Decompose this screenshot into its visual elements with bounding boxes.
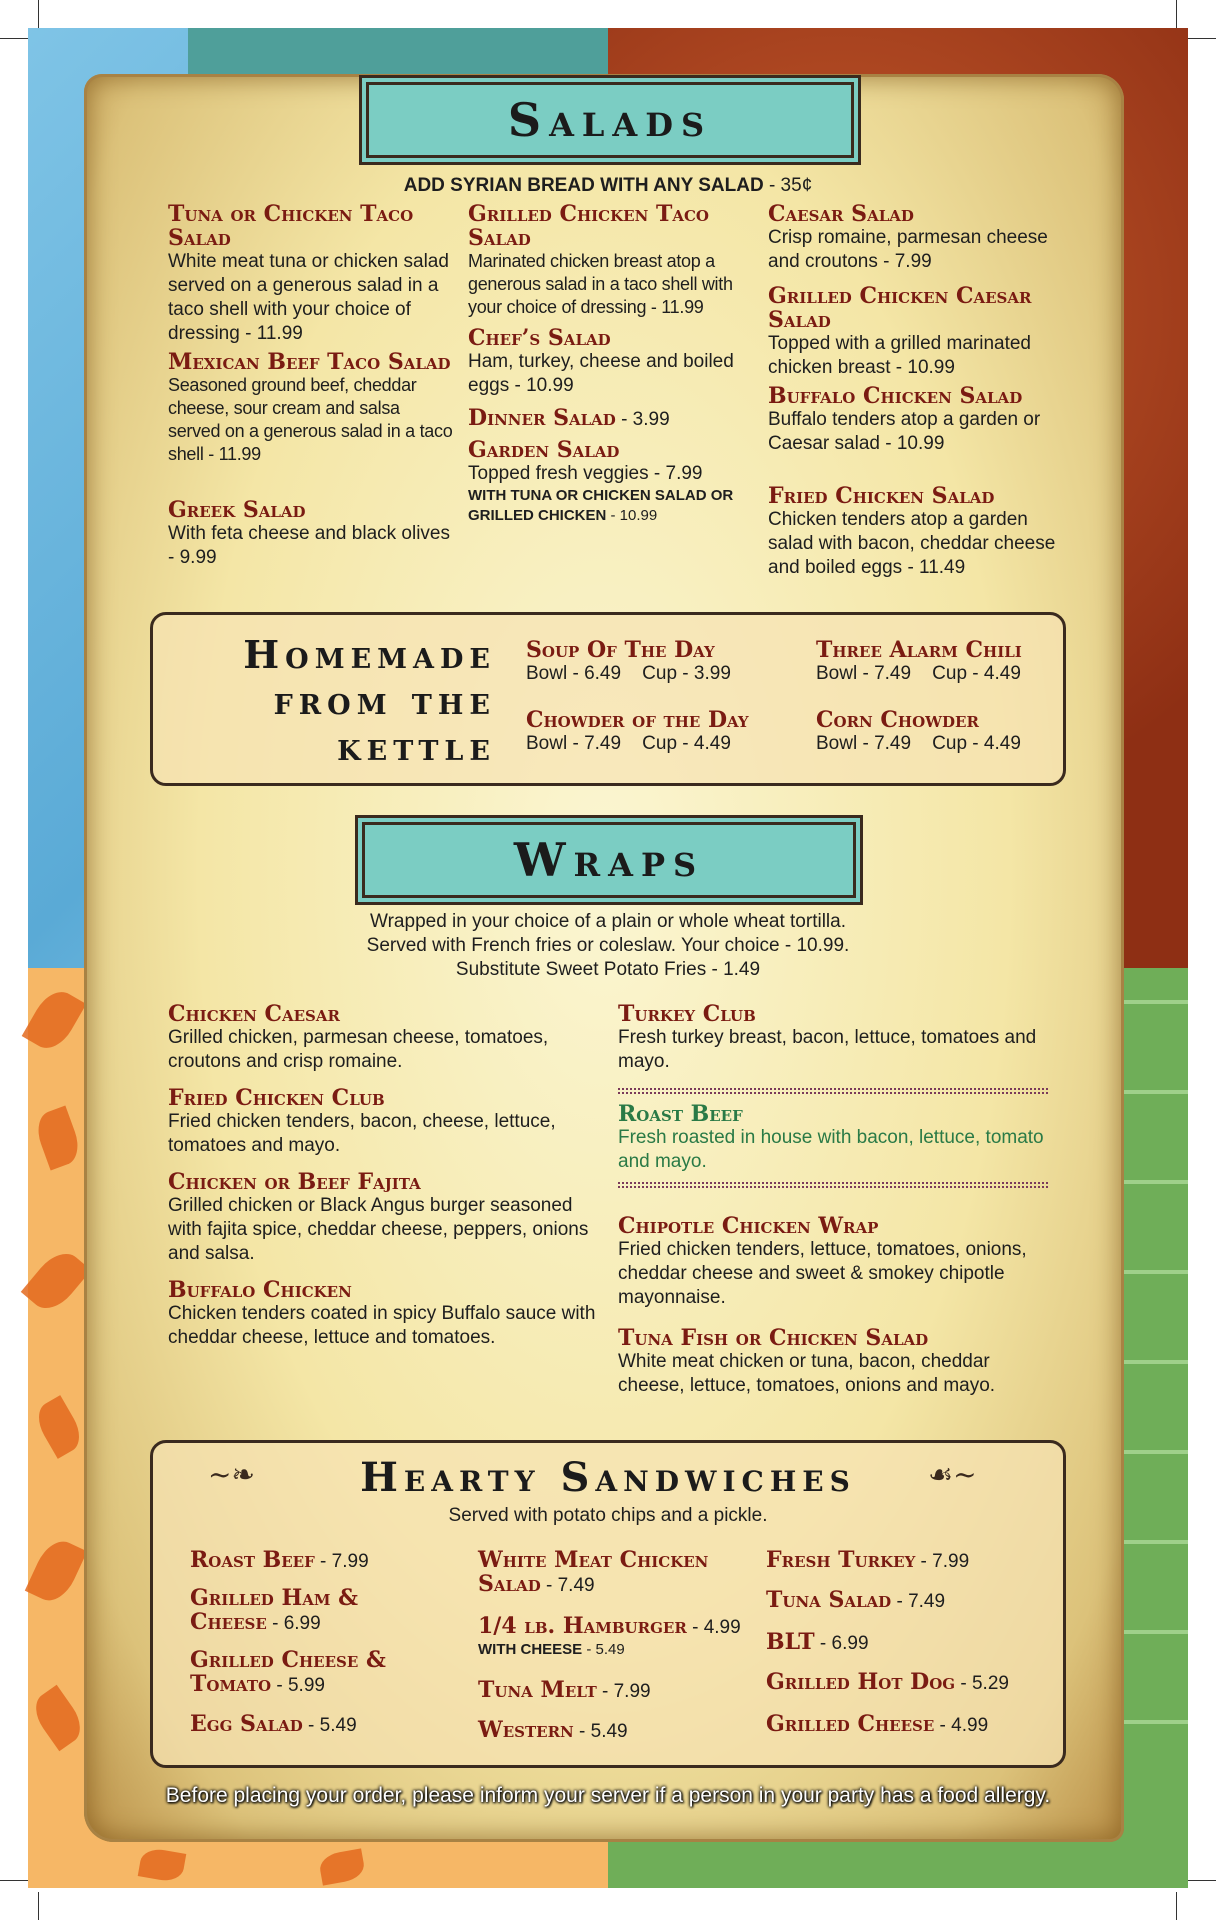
kettle-item — [526, 638, 786, 686]
dotted-divider — [618, 1092, 1048, 1094]
wraps-intro-line: Substitute Sweet Potato Fries - 1.49 — [455, 959, 761, 980]
crop-mark — [0, 1880, 28, 1881]
sandwich-name: Grilled Cheese & Tomato — [190, 1647, 386, 1697]
wrap-desc: Fried chicken tenders, lettuce, tomatoes, onions, cheddar cheese and sweet & smokey chipotle mayonnaise. — [618, 1239, 1027, 1308]
sandwich-line — [766, 1588, 1046, 1614]
wrap-desc: Fried chicken tenders, bacon, cheese, lettuce, tomatoes and mayo. — [168, 1111, 556, 1156]
salad-item — [468, 438, 753, 526]
salad-name: Garden Salad — [468, 437, 620, 463]
wrap-item — [618, 1002, 1048, 1074]
salad-item — [768, 284, 1058, 380]
wrap-desc: Grilled chicken or Black Angus burger seasoned with fajita spice, cheddar cheese, peppers, onions and salsa. — [168, 1195, 589, 1264]
green-stripe — [1120, 1720, 1188, 1724]
cup-price: Cup - 4.49 — [642, 733, 731, 754]
sandwich-line — [478, 1678, 748, 1704]
sandwich-price: - 5.49 — [302, 1715, 357, 1736]
sandwich-item — [766, 1548, 1046, 1574]
dotted-divider — [618, 1182, 1048, 1184]
sandwich-item — [190, 1712, 460, 1738]
green-stripe — [1120, 1090, 1188, 1094]
salad-extra-price: - 10.99 — [606, 507, 658, 524]
salad-extra-text: WITH TUNA OR CHICKEN SALAD OR GRILLED CHICKEN — [468, 487, 734, 524]
salad-desc: White meat tuna or chicken salad served on a generous salad in a taco shell with your choice of dressing - 11.99 — [168, 251, 449, 344]
sandwich-price: - 4.99 — [686, 1617, 741, 1638]
wrap-name: Fried Chicken Club — [168, 1085, 385, 1111]
sandwich-line — [478, 1548, 738, 1598]
kettle-item-name: Corn Chowder — [816, 707, 979, 733]
kettle-title — [176, 632, 496, 770]
kettle-item-prices — [526, 732, 786, 756]
sandwich-price: - 5.29 — [955, 1673, 1009, 1694]
kettle-item — [816, 638, 1056, 686]
salad-name: Grilled Chicken Caesar Salad — [768, 283, 1032, 333]
salad-name: Greek Salad — [168, 497, 306, 523]
salad-desc: Ham, turkey, cheese and boiled eggs - 10.99 — [468, 351, 734, 396]
salad-name: Fried Chicken Salad — [768, 483, 995, 509]
kettle-item-name: Soup Of The Day — [526, 637, 715, 663]
kettle-item-name: Chowder of the Day — [526, 707, 749, 733]
sandwich-item — [190, 1548, 460, 1574]
kettle-item-name: Three Alarm Chili — [816, 637, 1022, 663]
wrap-item — [168, 1086, 598, 1158]
sandwich-name: Grilled Cheese — [766, 1711, 935, 1737]
sandwich-line — [766, 1548, 1046, 1574]
wrap-name: Chicken Caesar — [168, 1001, 340, 1027]
sandwich-price: - 7.49 — [540, 1575, 595, 1596]
salad-name: Mexican Beef Taco Salad — [168, 349, 451, 375]
wrap-item — [168, 1002, 598, 1074]
sandwiches-subtitle: Served with potato chips and a pickle. — [448, 1505, 768, 1526]
sandwich-item — [766, 1670, 1056, 1696]
sandwich-price: - 5.99 — [271, 1675, 325, 1696]
wrap-name: Turkey Club — [618, 1001, 756, 1027]
sandwich-line — [190, 1586, 390, 1636]
sandwich-line — [478, 1718, 748, 1744]
salad-item — [168, 202, 453, 346]
sandwich-name: Roast Beef — [190, 1547, 315, 1573]
sandwich-extra-price: - 5.49 — [582, 1641, 625, 1658]
sandwich-item — [478, 1678, 748, 1704]
flourish-right-icon: ☙~ — [928, 1458, 977, 1491]
salad-item — [768, 202, 1058, 274]
sandwich-name: BLT — [766, 1629, 815, 1655]
cup-price: Cup - 4.49 — [932, 733, 1021, 754]
green-stripe — [1120, 1000, 1188, 1004]
salad-desc: Marinated chicken breast atop a generous salad in a taco shell with your choice of dressing - 11.99 — [468, 251, 733, 317]
sandwich-line — [766, 1712, 1056, 1738]
salad-desc: Topped fresh veggies - 7.99 — [468, 463, 703, 484]
wrap-desc: White meat chicken or tuna, bacon, cheddar cheese, lettuce, tomatoes, onions and mayo. — [618, 1351, 996, 1396]
salad-extra — [468, 486, 753, 526]
sandwich-price: - 6.99 — [266, 1613, 321, 1634]
wrap-item-featured — [618, 1102, 1048, 1174]
bowl-price: Bowl - 7.49 — [816, 663, 912, 684]
sandwich-line — [190, 1548, 460, 1574]
salad-desc: Seasoned ground beef, cheddar cheese, sour cream and salsa served on a generous salad in a taco shell - 11.99 — [168, 375, 453, 464]
kettle-item — [526, 708, 786, 756]
green-stripe — [1120, 1540, 1188, 1544]
sandwich-price: - 7.99 — [596, 1681, 651, 1702]
crop-mark — [38, 0, 39, 28]
crop-mark — [0, 38, 28, 39]
sandwich-line — [766, 1670, 1056, 1696]
sandwich-item — [478, 1718, 748, 1744]
sandwich-item — [190, 1586, 390, 1636]
crop-mark — [1188, 1880, 1216, 1881]
wrap-item — [618, 1214, 1048, 1310]
flourish-left-icon: ~❧ — [208, 1458, 255, 1491]
cup-price: Cup - 3.99 — [642, 663, 731, 684]
wrap-desc: Chicken tenders coated in spicy Buffalo sauce with cheddar cheese, lettuce and tomatoes. — [168, 1303, 596, 1348]
dotted-divider — [618, 1186, 1048, 1188]
sandwich-price: - 4.99 — [934, 1715, 989, 1736]
wrap-desc: Fresh turkey breast, bacon, lettuce, tomatoes and mayo. — [618, 1027, 1037, 1072]
salad-desc: Crisp romaine, parmesan cheese and croutons - 7.99 — [768, 227, 1048, 272]
wrap-item — [168, 1278, 598, 1350]
sandwich-name: White Meat Chicken Salad — [478, 1547, 709, 1597]
wrap-name: Chipotle Chicken Wrap — [618, 1213, 879, 1239]
kettle-item-prices — [526, 662, 786, 686]
wrap-item — [168, 1170, 598, 1266]
sandwich-line — [190, 1712, 460, 1738]
kettle-item — [816, 708, 1056, 756]
salad-name: Buffalo Chicken Salad — [768, 383, 1023, 409]
kettle-title-line: from the — [273, 678, 496, 723]
salad-desc: With feta cheese and black olives - 9.99 — [168, 523, 450, 568]
sandwich-name: Fresh Turkey — [766, 1547, 916, 1573]
dotted-divider — [618, 1088, 1048, 1090]
sandwich-name: Egg Salad — [190, 1711, 303, 1737]
salad-item — [168, 498, 453, 570]
green-stripe — [1120, 1630, 1188, 1634]
sandwich-item — [766, 1712, 1056, 1738]
sandwich-item — [766, 1588, 1046, 1614]
sandwich-name: 1/4 lb. Hamburger — [478, 1613, 687, 1639]
salad-name-with-price — [468, 406, 753, 432]
bowl-price: Bowl - 7.49 — [526, 733, 622, 754]
sandwich-price: - 5.49 — [573, 1721, 628, 1742]
bread-note-price: - 35¢ — [763, 175, 813, 196]
sandwich-price: - 7.99 — [915, 1551, 970, 1572]
wrap-desc: Fresh roasted in house with bacon, lettuce, tomato and mayo. — [618, 1127, 1044, 1172]
sandwich-name: Grilled Ham & Cheese — [190, 1585, 359, 1635]
wrap-name: Roast Beef — [618, 1101, 743, 1127]
salad-item — [768, 384, 1058, 456]
salad-item — [768, 484, 1058, 580]
salad-name: Grilled Chicken Taco Salad — [468, 201, 709, 251]
sandwich-price: - 7.49 — [891, 1591, 946, 1612]
sandwich-item — [190, 1648, 400, 1698]
wrap-item — [618, 1326, 1048, 1398]
sandwich-line — [190, 1648, 400, 1698]
salad-item — [168, 350, 453, 466]
salad-desc: Chicken tenders atop a garden salad with bacon, cheddar cheese and boiled eggs - 11.49 — [768, 509, 1056, 578]
wrap-name: Buffalo Chicken — [168, 1277, 352, 1303]
sandwich-name: Tuna Salad — [766, 1587, 892, 1613]
cup-price: Cup - 4.49 — [932, 663, 1021, 684]
sandwich-item — [766, 1630, 1046, 1656]
salad-desc: Topped with a grilled marinated chicken breast - 10.99 — [768, 333, 1031, 378]
wraps-title: Wraps — [513, 833, 705, 887]
sandwich-item — [478, 1548, 738, 1598]
sandwich-name: Grilled Hot Dog — [766, 1669, 956, 1695]
salads-banner — [366, 82, 854, 158]
sandwich-price: - 6.99 — [814, 1633, 869, 1654]
green-stripe — [1120, 1180, 1188, 1184]
wrap-name: Chicken or Beef Fajita — [168, 1169, 421, 1195]
sandwiches-title: Hearty Sandwiches — [360, 1454, 856, 1501]
sandwich-extra-text: WITH CHEESE — [478, 1641, 583, 1658]
bowl-price: Bowl - 6.49 — [526, 663, 622, 684]
wrap-name: Tuna Fish or Chicken Salad — [618, 1325, 929, 1351]
salad-item — [468, 326, 753, 398]
salad-price: - 3.99 — [615, 409, 670, 430]
crop-mark — [38, 1892, 39, 1920]
salad-name: Chef’s Salad — [468, 325, 611, 351]
allergy-note: Before placing your order, please inform your server if a person in your party has a food allergy. — [165, 1784, 1051, 1807]
salad-name: Caesar Salad — [768, 201, 914, 227]
green-stripe — [1120, 1270, 1188, 1274]
sandwich-line — [766, 1630, 1046, 1656]
salad-item — [468, 202, 753, 319]
wraps-intro-line: Wrapped in your choice of a plain or whole wheat tortilla. — [370, 911, 846, 932]
salad-name: Tuna or Chicken Taco Salad — [168, 201, 414, 251]
bowl-price: Bowl - 7.49 — [816, 733, 912, 754]
crop-mark — [1176, 0, 1177, 28]
sandwich-name: Tuna Melt — [478, 1677, 597, 1703]
salad-desc: Buffalo tenders atop a garden or Caesar salad - 10.99 — [768, 409, 1041, 454]
wraps-intro-line: Served with French fries or coleslaw. Your choice - 10.99. — [366, 935, 850, 956]
crop-mark — [1188, 38, 1216, 39]
salad-name: Dinner Salad — [468, 405, 616, 431]
sandwich-price: - 7.99 — [314, 1551, 369, 1572]
wrap-desc: Grilled chicken, parmesan cheese, tomatoes, croutons and crisp romaine. — [168, 1027, 549, 1072]
green-stripe — [1120, 1360, 1188, 1364]
sandwich-line — [478, 1614, 778, 1640]
kettle-item-prices — [816, 662, 1056, 686]
bread-note-text: ADD SYRIAN BREAD WITH ANY SALAD — [403, 175, 764, 196]
sandwich-item — [478, 1614, 778, 1660]
sandwich-name: Western — [478, 1717, 574, 1743]
wraps-intro — [250, 910, 966, 982]
wraps-banner — [362, 822, 856, 898]
salad-item — [468, 406, 753, 432]
crop-mark — [1176, 1892, 1177, 1920]
bread-note — [150, 174, 1066, 198]
sandwich-extra — [478, 1640, 778, 1660]
kettle-title-line: kettle — [337, 724, 496, 769]
green-stripe — [1120, 1450, 1188, 1454]
kettle-item-prices — [816, 732, 1056, 756]
salads-title: Salads — [507, 93, 713, 147]
kettle-title-line: Homemade — [243, 632, 496, 677]
